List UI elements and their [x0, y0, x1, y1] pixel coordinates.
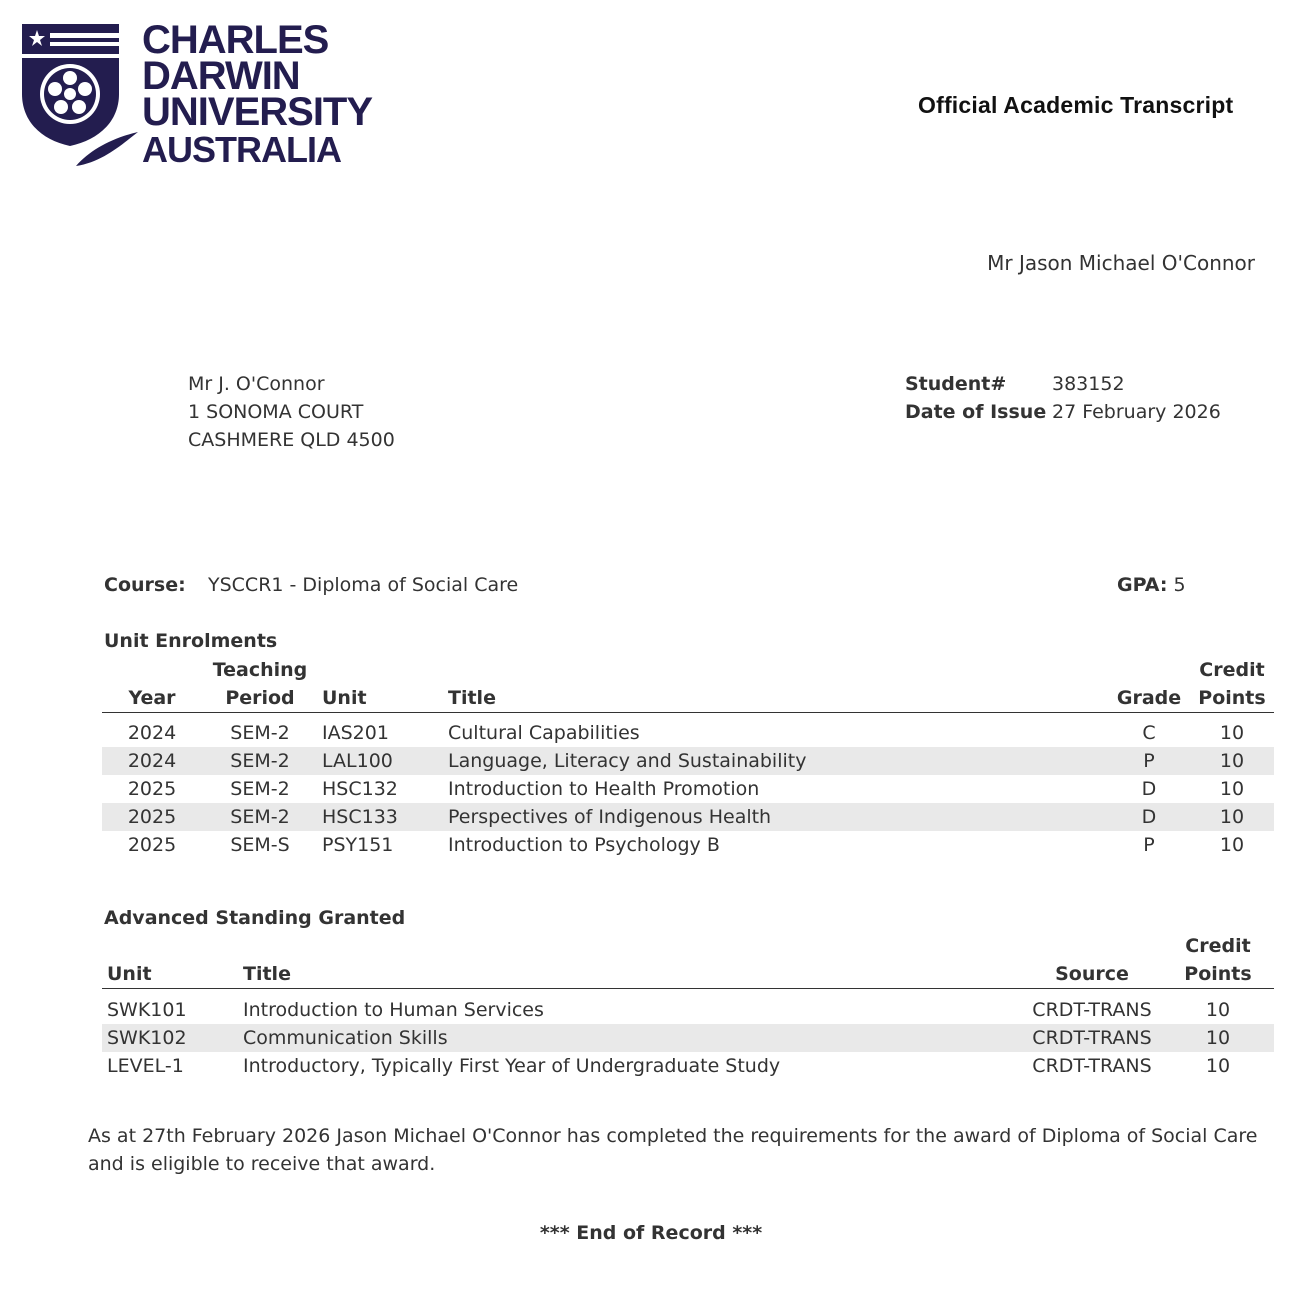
cell-points: 10 [1219, 833, 1245, 856]
course-line [104, 574, 518, 596]
table-row [102, 713, 1274, 747]
cell-title: Perspectives of Indigenous Health [448, 805, 772, 828]
gpa-value: 5 [1173, 574, 1186, 596]
cell-period: SEM-S [230, 833, 290, 856]
header-teaching-period [202, 656, 318, 713]
gpa-line [1117, 574, 1186, 596]
wordmark-line-4: AUSTRALIA [142, 129, 341, 170]
advanced-standing-heading: Advanced Standing Granted [104, 907, 406, 929]
wordmark-line-1: CHARLES [142, 18, 329, 62]
enrolments-header-row [102, 656, 1274, 713]
adv-cell-points: 10 [1205, 998, 1231, 1021]
cell-points: 10 [1219, 805, 1245, 828]
header-title: Title [448, 687, 496, 709]
cell-year: 2025 [127, 805, 177, 828]
address-street: 1 SONOMA COURT [188, 401, 364, 423]
adv-cell-title: Introductory, Typically First Year of Undergraduate Study [243, 1054, 781, 1077]
adv-cell-title: Communication Skills [243, 1026, 448, 1049]
cell-year: 2024 [127, 749, 177, 772]
table-row [102, 831, 1274, 859]
adv-header-credit-line2: Points [1184, 963, 1252, 985]
adv-header-credit-points [1162, 932, 1274, 989]
adv-cell-source: CRDT-TRANS [1032, 998, 1152, 1021]
adv-cell-unit: SWK101 [107, 998, 187, 1021]
cell-period: SEM-2 [230, 721, 290, 744]
cell-title: Introduction to Health Promotion [448, 777, 760, 800]
course-label: Course: [104, 574, 186, 596]
issue-date-row [905, 398, 1221, 426]
advanced-header-row [102, 932, 1274, 989]
document-title: Official Academic Transcript [918, 92, 1234, 118]
student-identifiers [905, 370, 1221, 426]
adv-cell-source: CRDT-TRANS [1032, 1054, 1152, 1077]
header-grade: Grade [1116, 687, 1182, 709]
cell-points: 10 [1219, 721, 1245, 744]
cell-grade: D [1141, 805, 1157, 828]
cell-unit: PSY151 [322, 833, 394, 856]
header-teaching-period-line2: Period [225, 687, 295, 709]
cell-grade: P [1143, 833, 1155, 856]
end-of-record: *** End of Record *** [539, 1222, 763, 1244]
header-year: Year [128, 687, 176, 709]
student-number-row [905, 370, 1221, 398]
cell-period: SEM-2 [230, 805, 290, 828]
cell-year: 2024 [127, 721, 177, 744]
table-row [102, 747, 1274, 775]
unit-enrolments-heading: Unit Enrolments [104, 630, 278, 652]
table-row [102, 1024, 1274, 1052]
adv-header-source: Source [1055, 963, 1129, 985]
header-unit: Unit [322, 687, 367, 709]
adv-cell-points: 10 [1205, 1054, 1231, 1077]
adv-cell-points: 10 [1205, 1026, 1231, 1049]
course-value: YSCCR1 - Diploma of Social Care [208, 574, 519, 596]
cell-title: Language, Literacy and Sustainability [448, 749, 807, 772]
table-row [102, 775, 1274, 803]
adv-header-title: Title [243, 963, 291, 985]
university-wordmark [142, 20, 372, 168]
table-row [102, 803, 1274, 831]
cell-year: 2025 [127, 777, 177, 800]
cell-unit: HSC133 [322, 805, 398, 828]
cell-title: Cultural Capabilities [448, 721, 640, 744]
header-credit-line2: Points [1198, 687, 1266, 709]
mailing-address [188, 370, 395, 454]
cell-grade: D [1141, 777, 1157, 800]
cell-grade: C [1142, 721, 1156, 744]
cell-year: 2025 [127, 833, 177, 856]
cell-grade: P [1143, 749, 1155, 772]
cell-points: 10 [1219, 777, 1245, 800]
adv-header-credit-line1: Credit [1185, 935, 1251, 957]
cell-unit: HSC132 [322, 777, 398, 800]
university-crest-icon [20, 22, 150, 172]
cell-period: SEM-2 [230, 749, 290, 772]
header-credit-points [1190, 656, 1274, 713]
table-row [102, 1052, 1274, 1080]
adv-cell-source: CRDT-TRANS [1032, 1026, 1152, 1049]
cell-period: SEM-2 [230, 777, 290, 800]
header-teaching-period-line1: Teaching [212, 659, 308, 681]
university-logo [20, 22, 150, 172]
advanced-standing-table [102, 932, 1274, 1080]
adv-cell-unit: LEVEL-1 [107, 1054, 184, 1077]
student-full-name: Mr Jason Michael O'Connor [987, 251, 1255, 275]
student-number-label: Student# [905, 373, 1007, 395]
unit-enrolments-table [102, 656, 1274, 859]
adv-cell-title: Introduction to Human Services [243, 998, 544, 1021]
wordmark-line-3: UNIVERSITY [142, 90, 373, 134]
adv-header-unit: Unit [107, 963, 152, 985]
cell-unit: LAL100 [322, 749, 393, 772]
address-name: Mr J. O'Connor [188, 373, 325, 395]
table-row [102, 989, 1274, 1024]
student-number-value: 383152 [1052, 373, 1125, 395]
issue-date-value: 27 February 2026 [1052, 401, 1221, 423]
header-credit-line1: Credit [1199, 659, 1265, 681]
gpa-label: GPA: [1117, 574, 1168, 596]
address-city: CASHMERE QLD 4500 [188, 429, 395, 451]
issue-date-label: Date of Issue [905, 401, 1047, 423]
adv-cell-unit: SWK102 [107, 1026, 187, 1049]
cell-title: Introduction to Psychology B [448, 833, 720, 856]
cell-points: 10 [1219, 749, 1245, 772]
completion-statement: As at 27th February 2026 Jason Michael O'Connor has completed the requirements for the award of Diploma of Social Care and is eligible to receive that award. [88, 1125, 1258, 1175]
wordmark-line-2: DARWIN [142, 54, 300, 98]
cell-unit: IAS201 [322, 721, 389, 744]
